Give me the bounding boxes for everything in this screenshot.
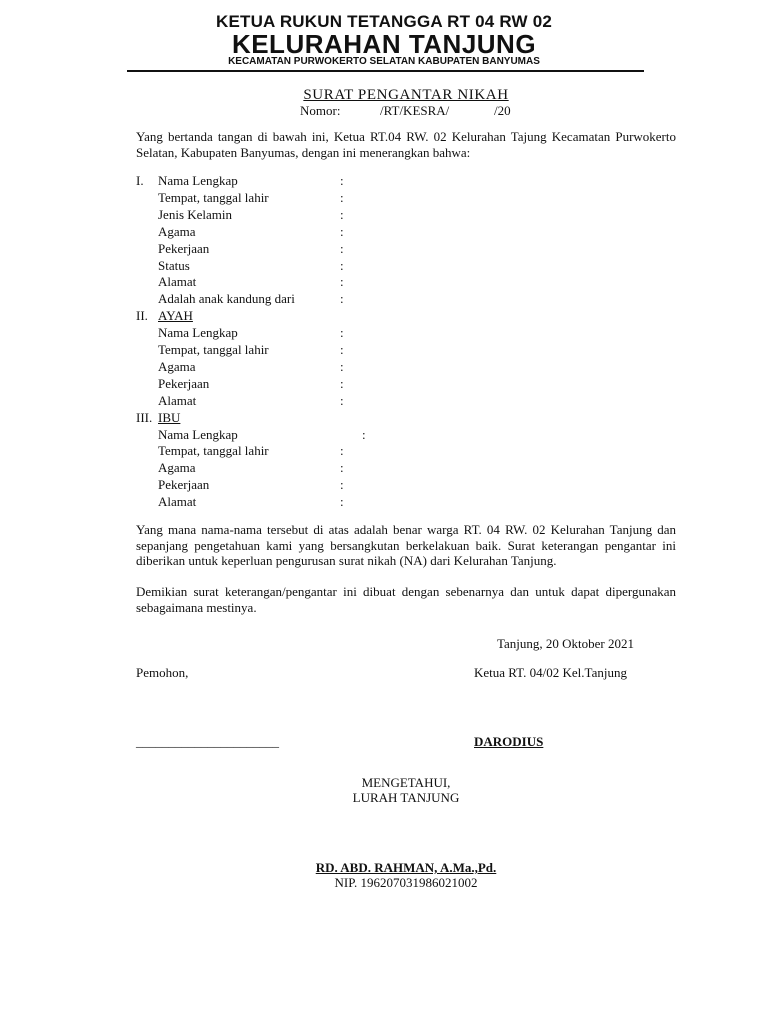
rt-head-name: DARODIUS [474,734,544,749]
section2-field-colon: : [340,358,344,374]
section2-field-colon: : [340,392,344,408]
section1-field-colon: : [340,223,344,239]
section1-field-label: Adalah anak kandung dari [158,291,295,307]
section1-field-colon: : [340,206,344,222]
section2-field-colon: : [340,375,344,391]
section1-field-colon: : [340,240,344,256]
letterhead-line-2: KELURAHAN TANJUNG [231,29,537,59]
section1-field-colon: : [340,189,344,205]
lurah-name: RD. ABD. RAHMAN, A.Ma.,Pd. [315,860,497,875]
section1-field-label: Alamat [158,274,197,290]
section3-heading: IBU [158,409,181,425]
section2-field-label: Alamat [158,392,197,408]
lurah-title: LURAH TANJUNG [352,790,460,805]
section2-numeral: II. [136,308,148,324]
section3-field-label: Agama [158,460,196,476]
section1-field-label: Status [158,257,190,273]
section1-field-label: Tempat, tanggal lahir [158,189,269,205]
section1-field-label: Agama [158,223,196,239]
nomor-end: /20 [494,103,511,118]
section3-field-colon: : [340,460,344,476]
letterhead-divider [127,70,644,72]
section2-field-label: Nama Lengkap [158,325,238,341]
section2-field-label: Pekerjaan [158,375,210,391]
letterhead-line-1: KETUA RUKUN TETANGGA RT 04 RW 02 [215,12,553,31]
applicant-signature-line: ______________________ [136,734,279,749]
document-title: SURAT PENGANTAR NIKAH [303,87,509,103]
lurah-nip: NIP. 196207031986021002 [334,875,478,890]
rt-head-label: Ketua RT. 04/02 Kel.Tanjung [474,665,627,680]
section3-field-label: Tempat, tanggal lahir [158,443,269,459]
nomor-label: Nomor: [300,103,341,118]
section1-field-colon: : [340,173,344,188]
section3-field-colon: : [340,477,344,493]
section3-field-label: Nama Lengkap [158,426,238,442]
letterhead-line-3: KECAMATAN PURWOKERTO SELATAN KABUPATEN BANYUMAS [228,56,540,67]
section2-field-label: Tempat, tanggal lahir [158,342,269,357]
closing-paragraph-1: Yang mana nama-nama tersebut di atas adalah benar warga RT. 04 RW. 02 Kelurahan Tanjung dan sepanjang pengetahuan kami yang bersangkutan berkelakuan baik. Surat keterangan pengantar ini diberikan untuk keperluan pengurusan surat nikah (NA) dari Kelurahan Tanjung. [136,522,676,568]
place-date: Tanjung, 20 Oktober 2021 [497,636,635,651]
closing-paragraph-2: Demikian surat keterangan/pengantar ini dibuat dengan sebenarnya dan untuk dapat dipergunakan sebagaimana mestinya. [136,584,676,615]
applicant-label: Pemohon, [136,665,189,680]
section1-numeral: I. [136,173,144,188]
section3-field-colon: : [362,426,366,442]
section1-field-colon: : [340,274,344,290]
acknowledge-label: MENGETAHUI, [361,775,451,790]
section1-field-label: Jenis Kelamin [158,206,233,222]
section1-field-colon: : [340,291,344,307]
section3-field-colon: : [340,494,344,510]
section1-field-colon: : [340,257,344,273]
section1-field-label: Pekerjaan [158,240,210,256]
section2-heading: AYAH [158,308,193,324]
section3-numeral: III. [136,409,153,425]
section2-field-label: Agama [158,358,196,374]
section2-field-colon: : [340,342,344,357]
section2-field-colon: : [340,325,344,341]
section3-field-colon: : [340,443,344,459]
section3-field-label: Alamat [158,494,197,510]
intro-paragraph: Yang bertanda tangan di bawah ini, Ketua RT.04 RW. 02 Kelurahan Tajung Kecamatan Purwokerto Selatan, Kabupaten Banyumas, dengan ini menerangkan bahwa: [136,129,676,160]
section3-field-label: Pekerjaan [158,477,210,493]
nomor-mid: /RT/KESRA/ [380,103,450,118]
section1-field-label: Nama Lengkap [158,173,238,188]
